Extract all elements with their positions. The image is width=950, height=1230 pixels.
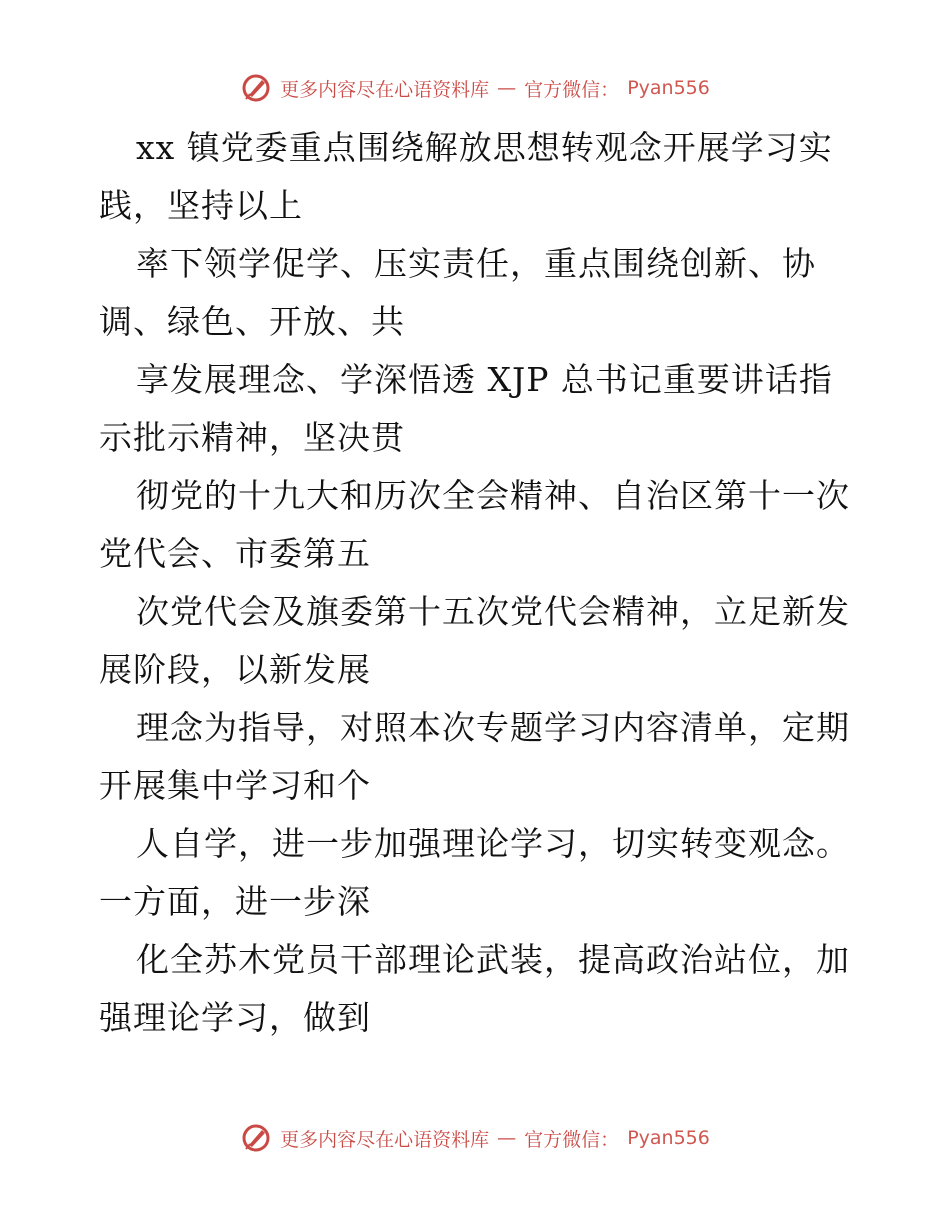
paragraph-line: 开展集中学习和个 [99, 766, 371, 805]
paragraph-line: 展阶段，以新发展 [99, 650, 371, 689]
paragraph-line: 化全苏木党员干部理论武装，提高政治站位，加 [136, 940, 850, 979]
header-banner [0, 72, 950, 104]
paragraph-line: 一方面，进一步深 [99, 882, 371, 921]
paragraph-line: 调、绿色、开放、共 [99, 302, 405, 341]
paragraph-line: 次党代会及旗委第十五次党代会精神，立足新发 [136, 592, 850, 631]
quill-seal-icon [240, 72, 272, 104]
paragraph-line: 践，坚持以上 [99, 186, 303, 225]
quill-seal-icon [240, 1122, 272, 1154]
paragraph-line: 彻党的十九大和历次全会精神、自治区第十一次 [136, 476, 850, 515]
footer-wechat-id: Pyan556 [627, 1127, 710, 1149]
header-wechat-label: 官方微信： [524, 78, 620, 101]
footer-separator: — [497, 1127, 517, 1149]
paragraph-line: 人自学，进一步加强理论学习，切实转变观念。 [136, 824, 850, 863]
footer-banner [0, 1122, 950, 1154]
header-separator: — [497, 77, 517, 99]
paragraph-line: 理念为指导，对照本次专题学习内容清单，定期 [136, 708, 850, 747]
header-brand-text: 更多内容尽在心语资料库 [280, 78, 490, 101]
document-body [99, 119, 859, 1047]
paragraph-line: 率下领学促学、压实责任，重点围绕创新、协 [136, 244, 816, 283]
paragraph-line: xx 镇党委重点围绕解放思想转观念开展学习实 [136, 128, 833, 167]
paragraph-line: 享发展理念、学深悟透 XJP 总书记重要讲话指 [136, 360, 833, 399]
paragraph-line: 强理论学习，做到 [99, 998, 371, 1037]
paragraph-line: 示批示精神，坚决贯 [99, 418, 405, 457]
footer-wechat-label: 官方微信： [524, 1128, 620, 1151]
header-wechat-id: Pyan556 [627, 77, 710, 99]
paragraph-line: 党代会、市委第五 [99, 534, 371, 573]
footer-brand-text: 更多内容尽在心语资料库 [280, 1128, 490, 1151]
